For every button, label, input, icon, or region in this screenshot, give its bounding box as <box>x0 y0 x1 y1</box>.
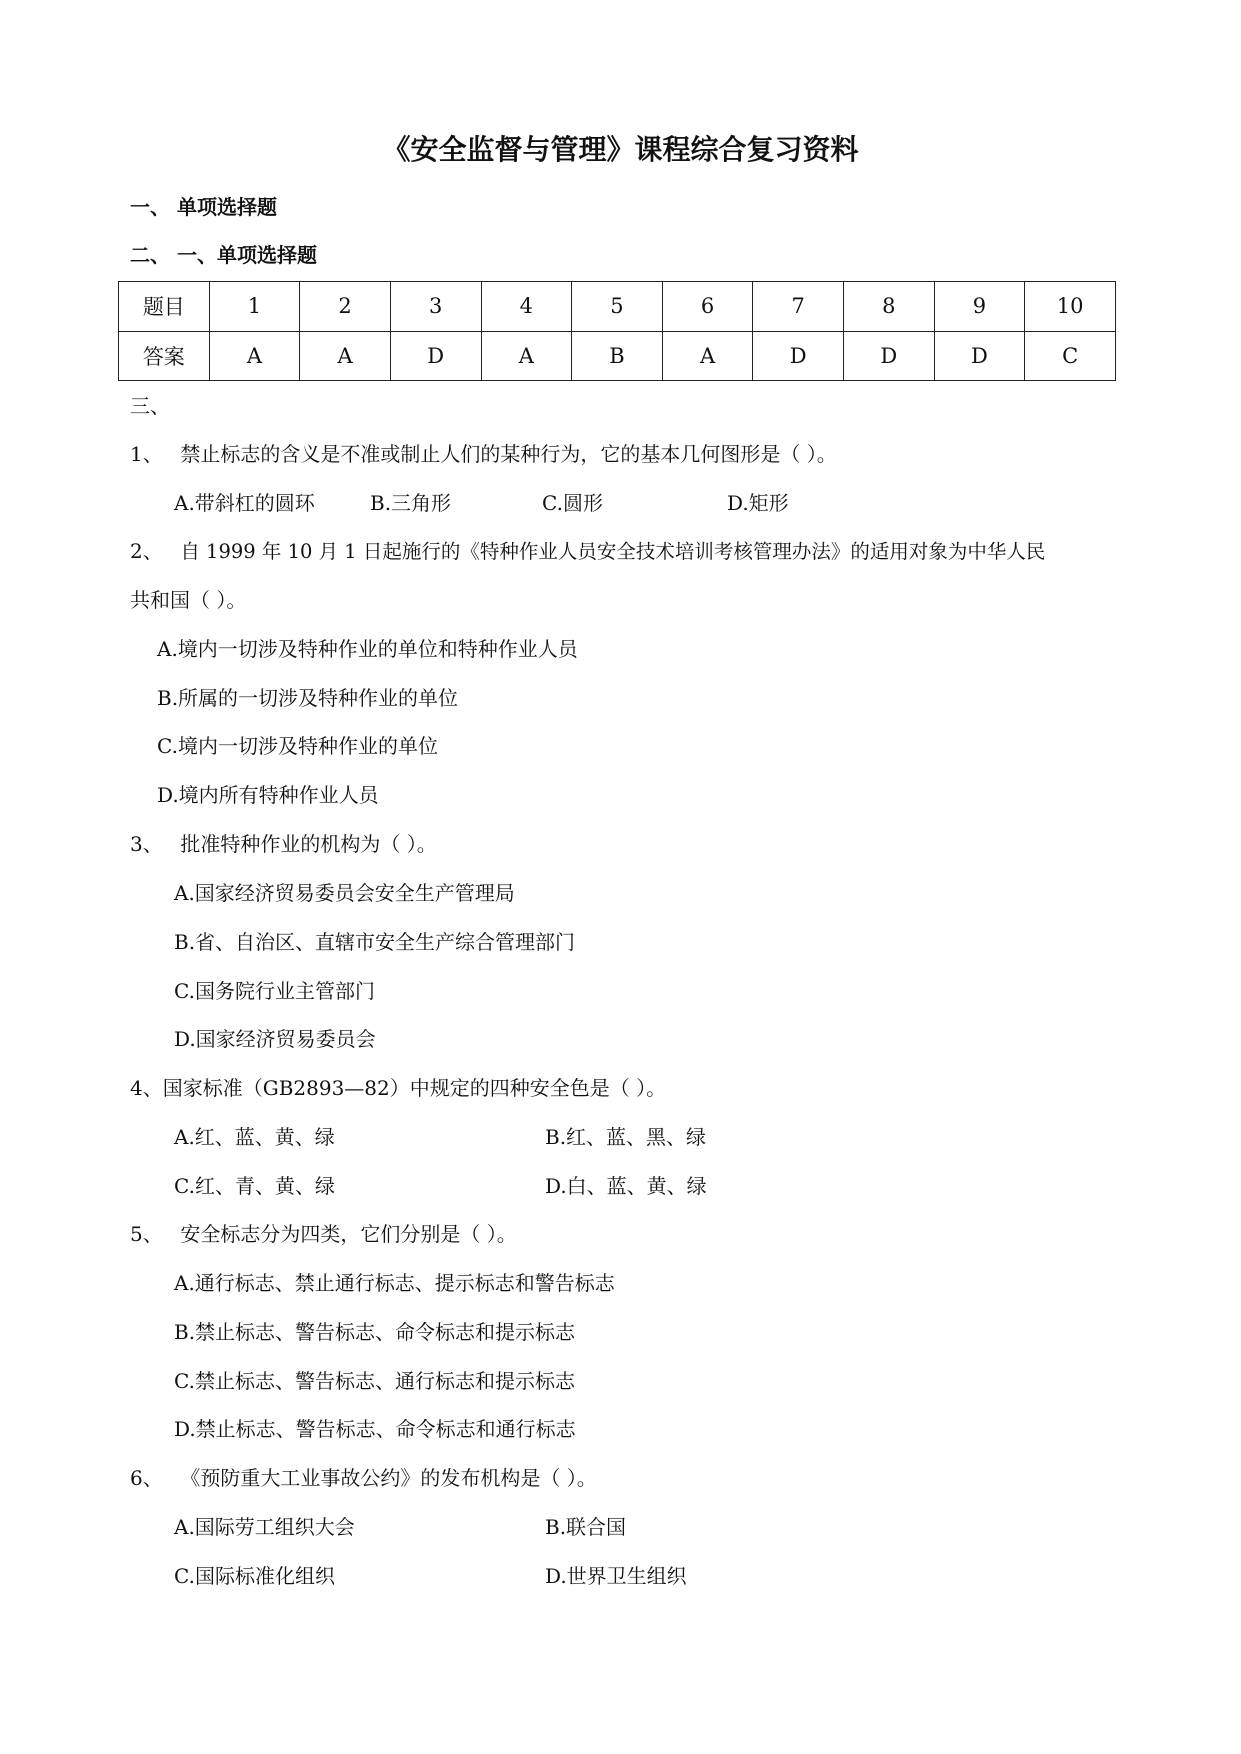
question-stem: 安全标志分为四类，它们分别是（ ）。 <box>180 1222 517 1246</box>
answer-table <box>118 281 1116 381</box>
question-1 <box>130 440 837 468</box>
option-a: A.国家经济贸易委员会安全生产管理局 <box>174 881 515 905</box>
question-number-cell: 10 <box>1025 282 1116 332</box>
option-b: B.红、蓝、黑、绿 <box>545 1125 707 1149</box>
question-5 <box>130 1220 517 1248</box>
option-a: A.红、蓝、黄、绿 <box>174 1125 335 1149</box>
question-number: 6、 <box>130 1466 163 1490</box>
question-number: 3、 <box>130 832 163 856</box>
answer-cell: D <box>934 331 1025 381</box>
table-header-label: 题目 <box>119 282 210 332</box>
section-heading-1: 一、 单项选择题 <box>130 195 277 219</box>
answer-cell: D <box>390 331 481 381</box>
question-number-cell: 5 <box>572 282 663 332</box>
option-b: B.省、自治区、直辖市安全生产综合管理部门 <box>174 930 576 954</box>
option-d: D.矩形 <box>727 491 789 515</box>
question-stem: 批准特种作业的机构为（ ）。 <box>180 832 437 856</box>
question-number-cell: 2 <box>300 282 391 332</box>
answer-table-number-row <box>119 282 1116 332</box>
question-4 <box>130 1074 666 1102</box>
option-d: D.禁止标志、警告标志、命令标志和通行标志 <box>174 1417 576 1441</box>
table-answer-label: 答案 <box>119 331 210 381</box>
option-b: B.三角形 <box>370 491 452 515</box>
question-number: 1、 <box>130 442 163 466</box>
option-a: A.通行标志、禁止通行标志、提示标志和警告标志 <box>174 1271 615 1295</box>
question-number-cell: 8 <box>844 282 935 332</box>
option-c: C.圆形 <box>542 491 603 515</box>
question-stem: 禁止标志的含义是不准或制止人们的某种行为，它的基本几何图形是（ ）。 <box>180 442 837 466</box>
document-title: 《安全监督与管理》课程综合复习资料 <box>382 133 859 166</box>
question-number: 2、 <box>130 539 163 563</box>
question-number-cell: 1 <box>209 282 300 332</box>
question-number: 5、 <box>130 1222 163 1246</box>
question-number-cell: 9 <box>934 282 1025 332</box>
answer-cell: D <box>753 331 844 381</box>
question-stem: 自 1999 年 10 月 1 日起施行的《特种作业人员安全技术培训考核管理办法》的适用对象为中华人民 <box>180 540 1046 563</box>
question-stem-continued: 共和国（ ）。 <box>130 588 247 612</box>
option-c: C.境内一切涉及特种作业的单位 <box>157 734 438 758</box>
option-c: C.国际标准化组织 <box>174 1564 335 1588</box>
answer-cell: D <box>844 331 935 381</box>
option-c: C.国务院行业主管部门 <box>174 979 375 1003</box>
section-heading-2: 二、 一、单项选择题 <box>130 243 317 267</box>
answer-cell: A <box>662 331 753 381</box>
option-d: D.世界卫生组织 <box>545 1564 687 1588</box>
question-2 <box>130 537 1045 566</box>
answer-cell: B <box>572 331 663 381</box>
option-a: A.带斜杠的圆环 <box>174 491 315 515</box>
option-c: C.禁止标志、警告标志、通行标志和提示标志 <box>174 1369 575 1393</box>
question-number-cell: 6 <box>662 282 753 332</box>
option-d: D.境内所有特种作业人员 <box>157 783 379 807</box>
option-d: D.国家经济贸易委员会 <box>174 1027 376 1051</box>
option-a: A.境内一切涉及特种作业的单位和特种作业人员 <box>157 637 578 661</box>
answer-cell: A <box>481 331 572 381</box>
option-b: B.联合国 <box>545 1515 627 1539</box>
question-number-cell: 7 <box>753 282 844 332</box>
question-3 <box>130 830 437 858</box>
option-b: B.禁止标志、警告标志、命令标志和提示标志 <box>174 1320 576 1344</box>
question-6 <box>130 1464 597 1492</box>
option-a: A.国际劳工组织大会 <box>174 1515 355 1539</box>
section-heading-3: 三、 <box>130 394 170 418</box>
answer-cell: A <box>300 331 391 381</box>
question-stem: 国家标准（GB2893—82）中规定的四种安全色是（ ）。 <box>162 1076 667 1100</box>
question-number-cell: 4 <box>481 282 572 332</box>
option-d: D.白、蓝、黄、绿 <box>545 1174 707 1198</box>
option-c: C.红、青、黄、绿 <box>174 1174 335 1198</box>
option-b: B.所属的一切涉及特种作业的单位 <box>157 686 459 710</box>
question-number: 4、 <box>130 1076 163 1100</box>
question-stem: 《预防重大工业事故公约》的发布机构是（ ）。 <box>180 1466 597 1490</box>
answer-cell: C <box>1025 331 1116 381</box>
answer-cell: A <box>209 331 300 381</box>
question-number-cell: 3 <box>390 282 481 332</box>
answer-table-answer-row <box>119 331 1116 381</box>
